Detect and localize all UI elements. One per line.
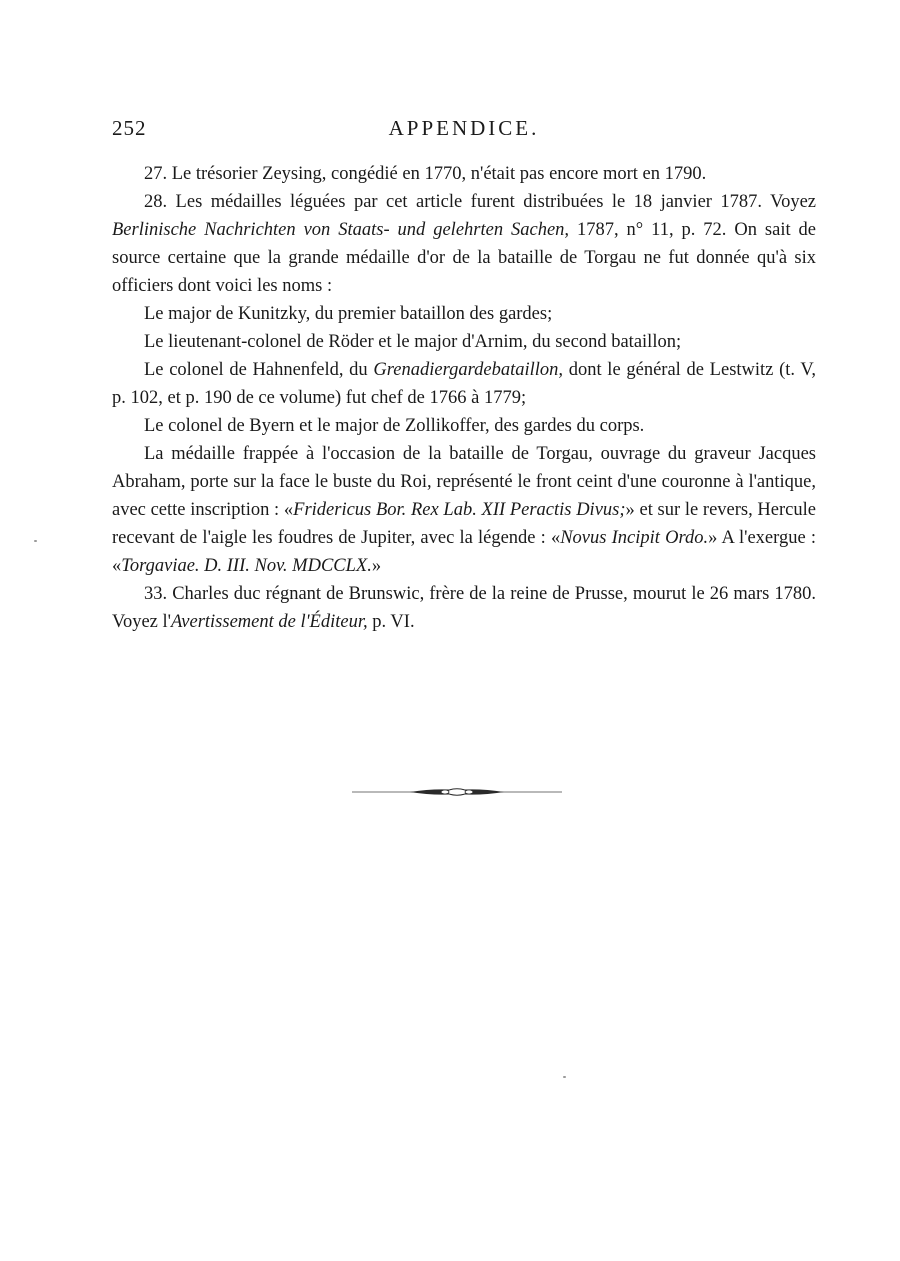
page-number: 252 <box>112 116 147 140</box>
note-28-source-title: Berlinische Nachrichten von Staats- und gelehrten Sachen, <box>112 220 570 240</box>
page-title: APPENDICE. <box>388 116 540 140</box>
officer-line-1: Le major de Kunitzky, du premier bataillon des gardes; <box>144 304 553 324</box>
note-28 <box>112 188 816 300</box>
note-28-text: 28. Les médailles léguées par cet article furent distribuées le 18 janvier 1787. Voyez <box>144 192 816 212</box>
notes-body <box>112 160 816 636</box>
officer-line-3-cont: dont le général de Lestwitz (t. V, p. 102, et p. 190 de ce volume) fut chef de 1766 à 1779; <box>112 360 816 408</box>
officer-line-2: Le lieutenant-colonel de Röder et le major d'Arnim, du second bataillon; <box>144 332 682 352</box>
officer-line-3-text: Le colonel de Hahnenfeld, du <box>144 360 374 380</box>
paper-speck <box>563 1076 566 1078</box>
medal-description <box>112 440 816 580</box>
medal-legend: Novus Incipit Ordo. <box>560 528 709 548</box>
medal-text-cont-2: » A l'exergue : « <box>112 528 816 576</box>
note-33-reference: Avertissement de l'Éditeur, <box>171 612 368 632</box>
medal-exergue: Torgaviae. D. III. Nov. MDCCLX. <box>121 556 372 576</box>
note-28-text-cont: 1787, n° 11, p. 72. On sait de source certaine que la grande médaille d'or de la bataille de Torgau ne fut donnée qu'à six officiers dont voici les noms : <box>112 220 816 296</box>
officer-line-4: Le colonel de Byern et le major de Zollikoffer, des gardes du corps. <box>144 416 645 436</box>
battalion-name: Grenadiergardebataillon, <box>373 360 563 380</box>
note-33-text-cont: p. VI. <box>367 612 415 632</box>
medal-text-cont: » et sur le revers, Hercule recevant de l'aigle les foudres de Jupiter, avec la légende : « <box>112 500 816 548</box>
note-27: 27. Le trésorier Zeysing, congédié en 1770, n'était pas encore mort en 1790. <box>144 164 707 184</box>
medal-inscription: Fridericus Bor. Rex Lab. XII Peractis Divus; <box>293 500 626 520</box>
paper-speck <box>34 540 37 542</box>
tailpiece-ornament <box>350 784 564 800</box>
running-head <box>112 116 816 148</box>
note-33 <box>112 580 816 636</box>
note-33-text: 33. Charles duc régnant de Brunswic, frère de la reine de Prusse, mourut le 26 mars 1780. Voyez l' <box>112 584 816 632</box>
officer-line-3 <box>112 356 816 412</box>
medal-text-end: » <box>371 556 382 576</box>
medal-text: La médaille frappée à l'occasion de la bataille de Torgau, ouvrage du graveur Jacques Abraham, porte sur la face le buste du Roi, représenté le front ceint d'une couronne à l'antique, avec cette inscription : « <box>112 444 816 520</box>
